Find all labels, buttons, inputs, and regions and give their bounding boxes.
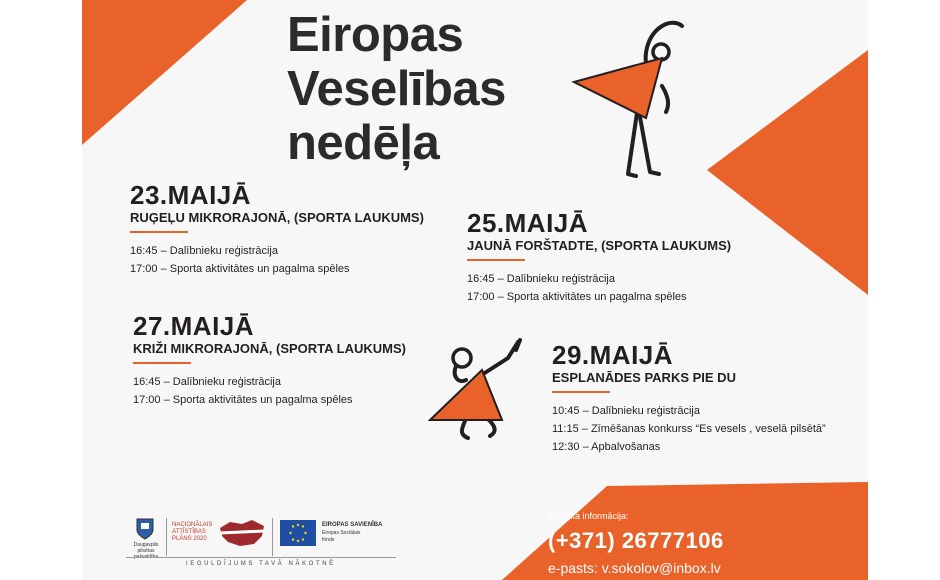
dancing-figure-icon xyxy=(428,336,528,446)
event-date: 29.MAIJĀ xyxy=(552,340,674,370)
schedule-item: 11:15 – Zīmēšanas konkurss “Es vesels , veselā pilsētā” xyxy=(552,423,826,435)
contact-label: Plašāka informācija: xyxy=(548,511,629,521)
divider xyxy=(133,362,191,364)
eu-line: fonds xyxy=(322,537,335,543)
divider xyxy=(467,259,525,261)
event-block-23 xyxy=(130,181,424,278)
contact-phone[interactable]: (+371) 26777106 xyxy=(548,528,724,553)
event-place: KRIŽI MIKRORAJONĀ, (SPORTA LAUKUMS) xyxy=(133,341,406,356)
eu-flag-icon xyxy=(280,520,316,546)
schedule-item: 17:00 – Sporta aktivitātes un pagalma spēles xyxy=(130,263,350,275)
stretching-figure-icon xyxy=(570,14,700,184)
poster xyxy=(82,0,868,580)
event-block-29 xyxy=(552,341,826,456)
page-title xyxy=(287,8,506,170)
event-date: 23.MAIJĀ xyxy=(130,180,252,210)
slogan: IEGULDĪJUMS TAVĀ NĀKOTNĒ xyxy=(186,561,336,567)
top-left-triangle xyxy=(82,0,247,145)
schedule-item: 10:45 – Dalībnieku reģistrācija xyxy=(552,405,700,417)
municipality-name: Daugavpils pilsētas xyxy=(133,542,159,554)
nap-line: NACIONĀLAIS xyxy=(172,522,213,528)
divider xyxy=(166,518,167,556)
divider xyxy=(130,231,188,233)
event-date: 25.MAIJĀ xyxy=(467,208,589,238)
divider xyxy=(272,518,273,556)
sponsor-logos xyxy=(126,516,410,576)
right-triangle xyxy=(707,50,868,295)
title-line: Eiropas xyxy=(287,8,464,62)
nap-line: PLĀNS 2020 xyxy=(172,536,207,542)
municipality-crest-icon xyxy=(136,518,154,540)
schedule-item: 16:45 – Dalībnieku reģistrācija xyxy=(130,245,278,257)
event-place: ESPLANĀDES PARKS PIE DU xyxy=(552,370,736,385)
schedule-item: 12:30 – Apbalvošanas xyxy=(552,441,661,453)
eu-line: EIROPAS SAVIENĪBA xyxy=(322,522,383,528)
eu-line: Eiropas Sociālais xyxy=(322,530,361,536)
schedule-item: 16:45 – Dalībnieku reģistrācija xyxy=(467,273,615,285)
title-line: nedēļa xyxy=(287,116,440,170)
nap-line: ATTĪSTĪBAS xyxy=(172,529,206,535)
divider xyxy=(552,391,610,393)
event-block-25 xyxy=(467,209,731,306)
event-block-27 xyxy=(133,312,406,409)
schedule-item: 17:00 – Sporta aktivitātes un pagalma spēles xyxy=(133,394,353,406)
schedule-item: 16:45 – Dalībnieku reģistrācija xyxy=(133,376,281,388)
contact-email[interactable]: e-pasts: v.sokolov@inbox.lv xyxy=(548,560,721,576)
title-line: Veselības xyxy=(287,62,506,116)
schedule-item: 17:00 – Sporta aktivitātes un pagalma spēles xyxy=(467,291,687,303)
event-place: JAUNĀ FORŠTADTE, (SPORTA LAUKUMS) xyxy=(467,238,732,253)
divider xyxy=(126,557,396,558)
contact-block xyxy=(548,510,724,577)
latvia-map-icon xyxy=(218,518,266,548)
event-place: RUĢEĻU MIKRORAJONĀ, (SPORTA LAUKUMS) xyxy=(130,210,424,225)
event-date: 27.MAIJĀ xyxy=(133,311,255,341)
